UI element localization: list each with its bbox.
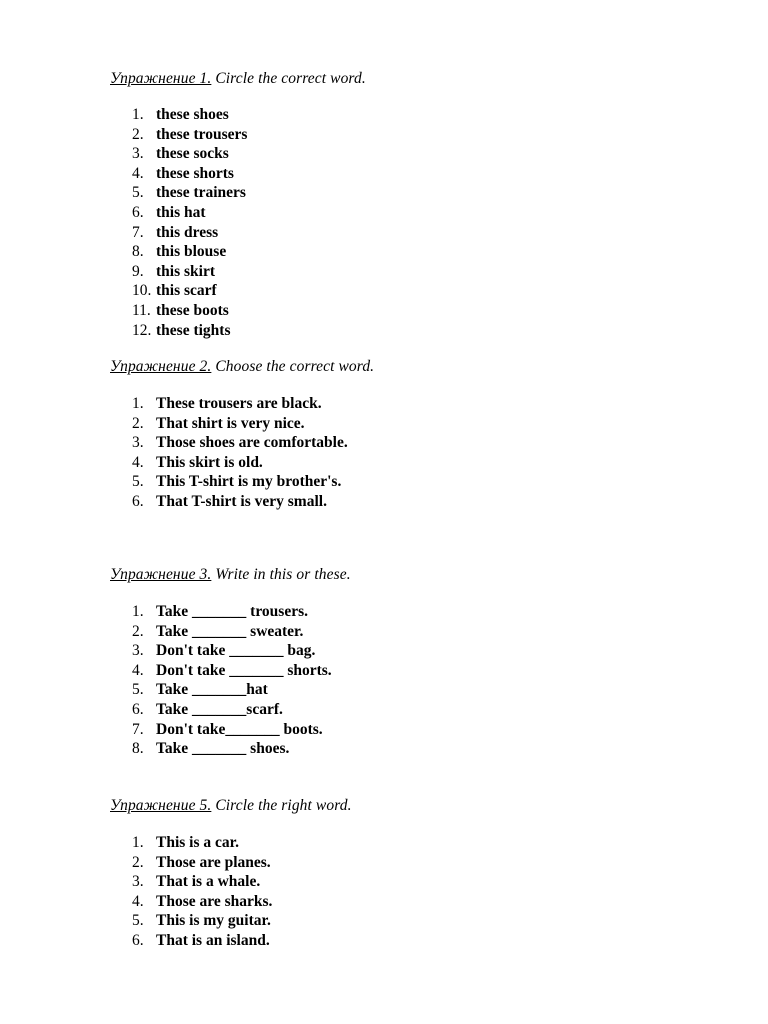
item-text: This skirt is old. [156,453,263,471]
exercise-1-label: Упражнение 1. [110,70,212,87]
item-text: Those shoes are comfortable. [156,434,348,452]
exercise-3-label: Упражнение 3. [110,566,212,583]
exercise-5-label: Упражнение 5. [110,797,212,814]
item-number: 1. [132,603,144,620]
item-text: these boots [156,301,229,319]
item-text: this dress [156,223,219,241]
item-text: Don't take _______ shorts. [156,661,332,679]
item-number: 12. [132,321,152,339]
item-number: 5. [132,184,144,202]
exercise-3-title [110,566,351,584]
item-text: That is an island. [156,931,270,949]
exercise-2-instruction: Choose the correct word. [211,358,375,375]
item-text: Those are sharks. [156,892,273,910]
item-text: Take _______ shoes. [156,740,290,758]
item-number: 9. [132,262,144,280]
item-number: 3. [132,873,144,891]
item-number: 2. [132,853,144,871]
item-text: Don't take_______ boots. [156,720,323,738]
item-number: 11. [132,301,151,319]
exercise-1-instruction: Circle the correct word. [211,70,366,87]
item-text: these trousers [156,125,248,143]
item-number: 6. [132,492,144,510]
item-number: 7. [132,720,144,738]
item-text: That shirt is very nice. [156,414,305,432]
item-text: these shoes [156,106,229,123]
exercise-5-title [110,797,352,815]
item-text: This T-shirt is my brother's. [156,473,342,491]
item-number: 3. [132,642,144,660]
item-text: This is a car. [156,834,239,851]
item-number: 6. [132,203,144,221]
item-text: Don't take _______ bag. [156,642,316,660]
item-text: this skirt [156,262,215,280]
item-text: Take _______scarf. [156,700,283,718]
item-text: these socks [156,145,229,163]
item-text: This is my guitar. [156,912,271,930]
item-number: 3. [132,434,144,452]
item-text: That is a whale. [156,873,261,891]
item-number: 1. [132,834,144,851]
exercise-1-title [110,70,366,88]
item-number: 1. [132,395,144,412]
item-number: 2. [132,414,144,432]
item-text: These trousers are black. [156,395,322,412]
item-text: this blouse [156,243,227,261]
item-number: 4. [132,661,144,679]
item-number: 10. [132,282,152,300]
exercise-2-label: Упражнение 2. [110,358,212,375]
exercise-5-instruction: Circle the right word. [211,797,352,814]
item-text: Those are planes. [156,853,271,871]
item-number: 3. [132,145,144,163]
item-text: Take _______ sweater. [156,622,304,640]
item-text: this hat [156,203,206,221]
item-number: 4. [132,164,144,182]
item-number: 2. [132,125,144,143]
exercise-3-instruction: Write in this or these. [211,566,351,583]
item-text: Take _______hat [156,681,268,699]
item-number: 8. [132,243,144,261]
item-number: 4. [132,453,144,471]
item-number: 2. [132,622,144,640]
exercise-2-title [110,358,374,376]
item-number: 4. [132,892,144,910]
item-number: 7. [132,223,144,241]
item-number: 6. [132,700,144,718]
item-number: 6. [132,931,144,949]
item-text: these tights [156,321,231,339]
item-text: these trainers [156,184,246,202]
item-number: 5. [132,681,144,699]
item-text: these shorts [156,164,234,182]
item-number: 5. [132,473,144,491]
item-text: That T-shirt is very small. [156,492,327,510]
item-number: 8. [132,740,144,758]
item-text: this scarf [156,282,217,300]
item-number: 1. [132,106,144,123]
item-number: 5. [132,912,144,930]
item-text: Take _______ trousers. [156,603,308,620]
